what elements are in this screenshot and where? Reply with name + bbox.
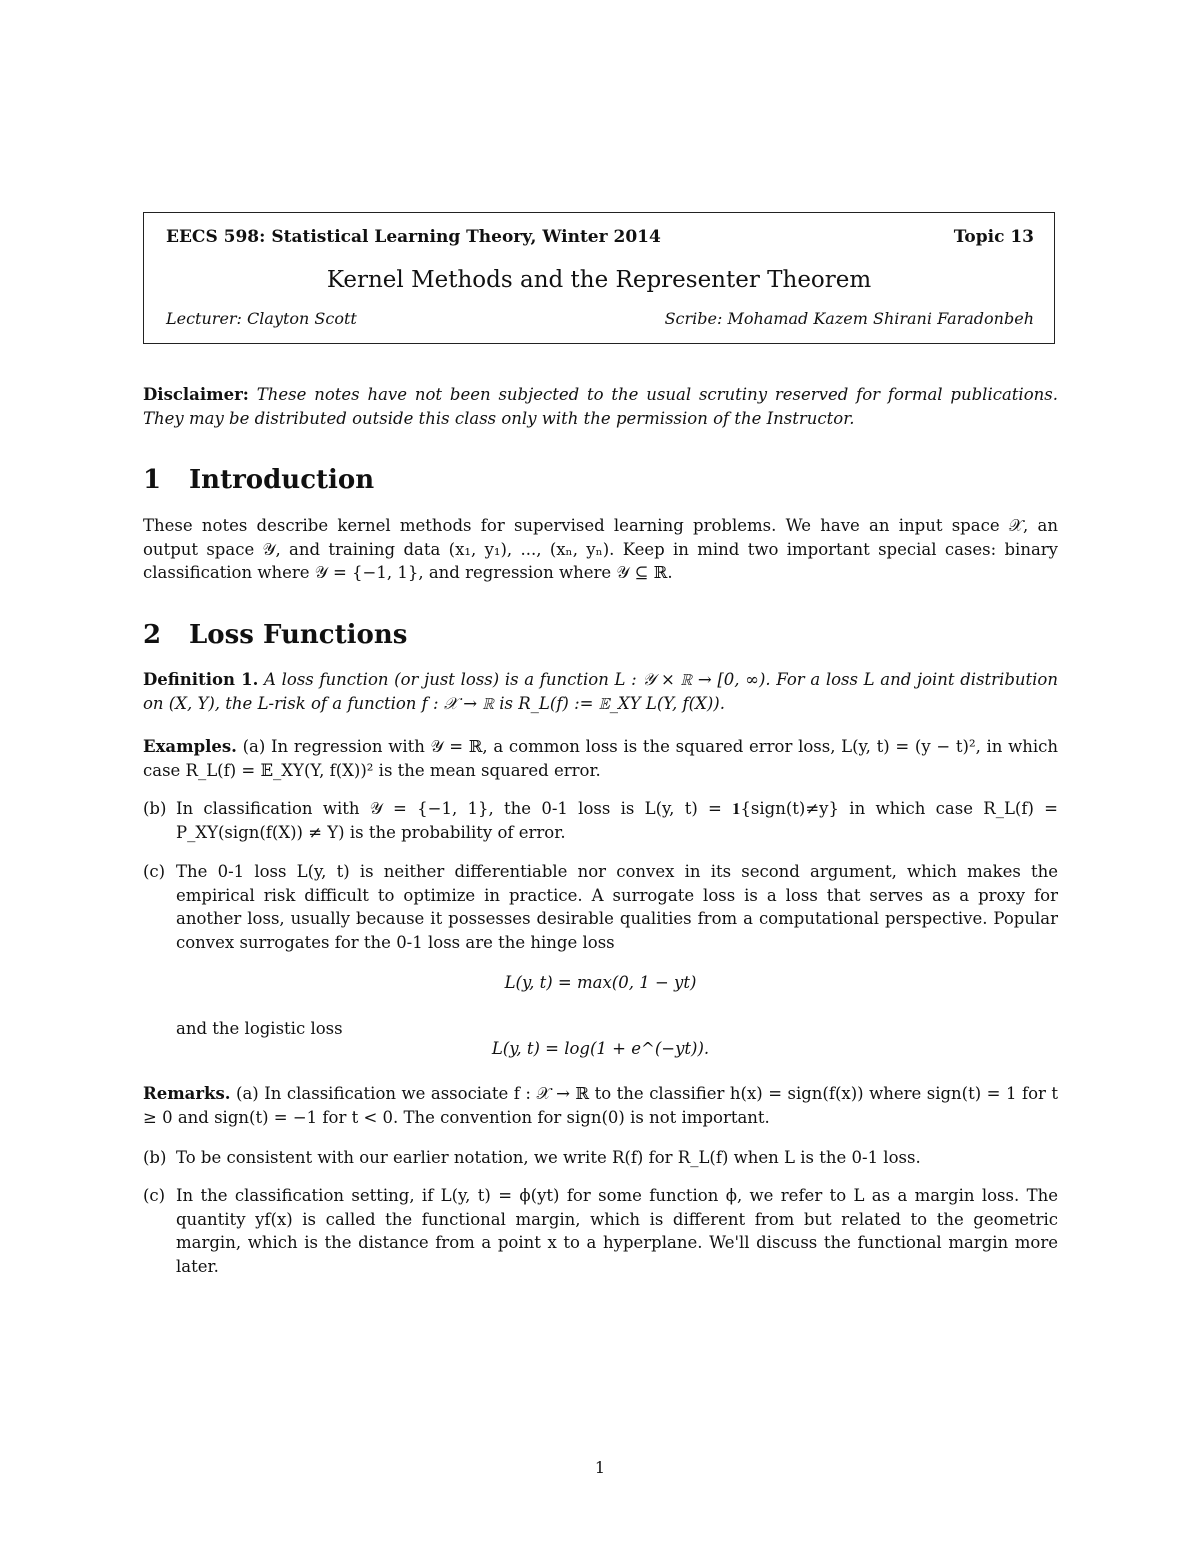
logistic-intro: and the logistic loss bbox=[176, 1019, 343, 1038]
remarks-item-a bbox=[143, 1082, 1058, 1129]
item-label: (a) bbox=[236, 1084, 259, 1103]
page-number: 1 bbox=[594, 1458, 606, 1477]
disclaimer bbox=[143, 383, 1058, 430]
item-label: (a) bbox=[242, 737, 266, 756]
item-label: (b) bbox=[143, 799, 167, 818]
lecture-title: Kernel Methods and the Representer Theorem bbox=[326, 267, 872, 293]
examples-label: Examples. bbox=[143, 737, 237, 756]
section-title: Loss Functions bbox=[189, 620, 408, 650]
scribe: Scribe: Mohamad Kazem Shirani Faradonbeh bbox=[664, 309, 1034, 328]
examples-item-a bbox=[143, 735, 1058, 782]
item-label: (c) bbox=[143, 862, 166, 881]
remarks-item-c bbox=[143, 1184, 1058, 1278]
intro-paragraph: These notes describe kernel methods for supervised learning problems. We have an input space 𝒳, an output space 𝒴, and training data (x₁, y₁), ..., (xₙ, yₙ). Keep in mind two important special cases: binary classification where 𝒴 = {−1, 1}, and regression where 𝒴 ⊆ ℝ. bbox=[143, 516, 1058, 582]
item-text: In classification we associate f : 𝒳 → ℝ to the classifier h(x) = sign(f(x)) where sign(t) = 1 for t ≥ 0 and sign(t) = −1 for t < 0. The convention for sign(0) is not important. bbox=[143, 1084, 1059, 1127]
section-heading-introduction bbox=[143, 465, 374, 495]
remarks-item-b bbox=[143, 1146, 1058, 1170]
hinge-loss-equation: L(y, t) = max(0, 1 − yt) bbox=[504, 973, 697, 992]
examples-item-b bbox=[143, 797, 1058, 844]
item-text: In regression with 𝒴 = ℝ, a common loss is the squared error loss, L(y, t) = (y − t)², in which case R_L(f) = 𝔼_XY(Y, f(X))² is the mean squared error. bbox=[143, 737, 1059, 780]
section-heading-loss-functions bbox=[143, 620, 407, 650]
remarks-label: Remarks. bbox=[143, 1084, 231, 1103]
definition-label: Definition 1. bbox=[143, 670, 259, 689]
item-label: (c) bbox=[143, 1186, 166, 1205]
disclaimer-text: These notes have not been subjected to the usual scrutiny reserved for formal publications. They may be distributed outside this class only with the permission of the Instructor. bbox=[143, 385, 1058, 428]
examples-item-c bbox=[143, 860, 1058, 954]
disclaimer-label: Disclaimer: bbox=[143, 385, 249, 404]
section-title: Introduction bbox=[189, 465, 375, 495]
section-number: 1 bbox=[143, 465, 162, 495]
course-title: EECS 598: Statistical Learning Theory, Winter 2014 bbox=[166, 227, 661, 247]
section-number: 2 bbox=[143, 620, 162, 650]
definition-text: A loss function (or just loss) is a function L : 𝒴 × ℝ → [0, ∞). For a loss L and joint distribution on (X, Y), the L-risk of a function f : 𝒳 → ℝ is R_L(f) := 𝔼_XY L(Y, f(X)). bbox=[143, 670, 1058, 713]
item-text: The 0-1 loss L(y, t) is neither differentiable nor convex in its second argument, which makes the empirical risk difficult to optimize in practice. A surrogate loss is a loss that serves as a proxy for another loss, usually because it possesses desirable qualities from a computational perspective. Popular convex surrogates for the 0-1 loss are the hinge loss bbox=[176, 862, 1058, 952]
logistic-loss-equation: L(y, t) = log(1 + e^(−yt)). bbox=[491, 1039, 710, 1058]
topic-number: Topic 13 bbox=[953, 227, 1034, 247]
item-label: (b) bbox=[143, 1148, 167, 1167]
item-text: In classification with 𝒴 = {−1, 1}, the 0-1 loss is L(y, t) = 𝟏{sign(t)≠y} in which case R_L(f) = P_XY(sign(f(X)) ≠ Y) is the probability of error. bbox=[176, 799, 1058, 842]
definition-1 bbox=[143, 668, 1058, 715]
item-text: To be consistent with our earlier notation, we write R(f) for R_L(f) when L is the 0-1 loss. bbox=[176, 1148, 921, 1167]
lecturer: Lecturer: Clayton Scott bbox=[166, 309, 357, 328]
lecture-header-box bbox=[143, 212, 1055, 344]
item-text: In the classification setting, if L(y, t) = ϕ(yt) for some function ϕ, we refer to L as a margin loss. The quantity yf(x) is called the functional margin, which is different from but related to the geometric margin, which is the distance from a point x to a hyperplane. We'll discuss the functional margin more later. bbox=[176, 1186, 1058, 1276]
